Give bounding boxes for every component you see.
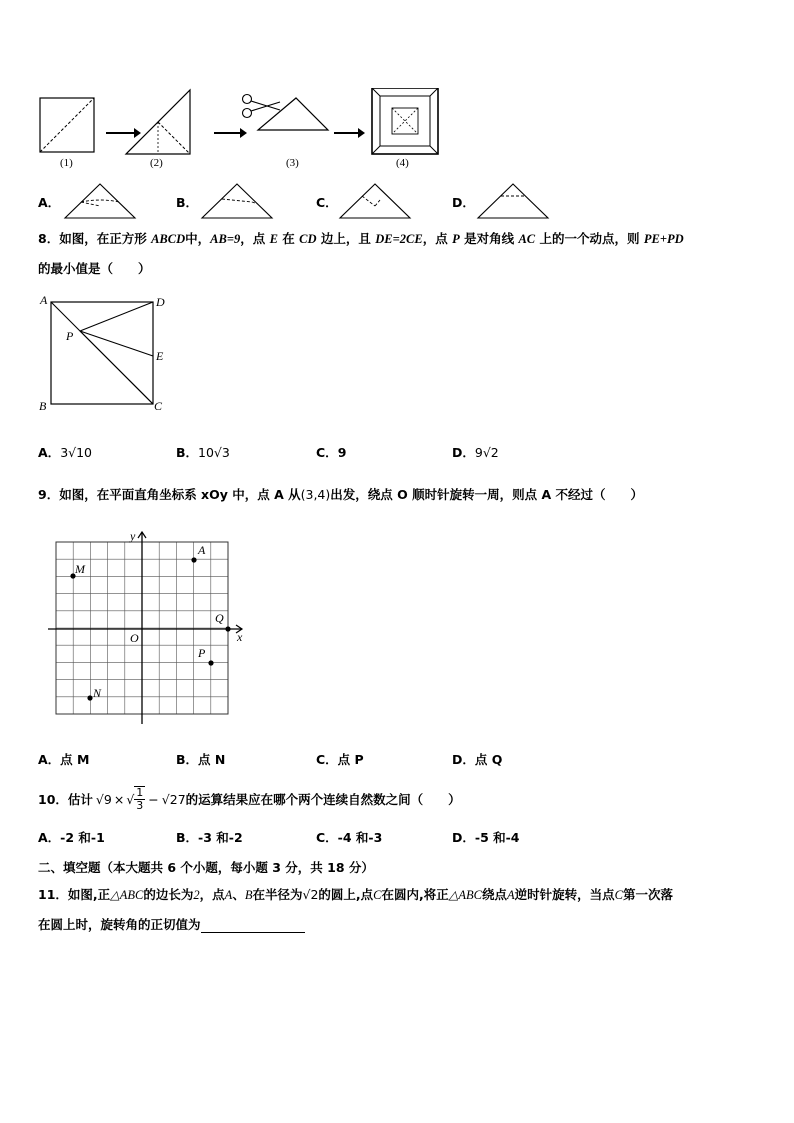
q9-coordinate-grid: [44, 526, 254, 726]
q11-text: 在圆内,将正: [381, 887, 449, 902]
q8-label-p: P: [66, 329, 74, 343]
q11-point-c2: C: [614, 888, 623, 902]
point-n-label: N: [93, 686, 102, 700]
q11-text: 逆时针旋转，当点: [514, 887, 615, 902]
q10-number: 10．: [38, 792, 68, 807]
q8-ac: AC: [518, 232, 536, 246]
q8-option-a-value: 3√10: [60, 445, 93, 460]
scissors-icon: [243, 95, 281, 118]
q8-stem-line2: 的最小值是（ ）: [38, 261, 151, 276]
q9-option-b: B．点 N: [176, 752, 226, 767]
step4-cut-3: [372, 146, 380, 154]
q11-tri2: △ABC: [448, 888, 482, 902]
q11-point-b: B: [244, 888, 253, 902]
arrowhead-1: [134, 128, 141, 138]
step4-outer: [372, 88, 438, 154]
q11-tri1: △ABC: [110, 888, 144, 902]
step4-inner: [380, 96, 430, 146]
step2-fold: [158, 122, 190, 154]
q10-option-c: C．-4 和-3: [316, 830, 383, 845]
point-a-label: A: [198, 543, 206, 557]
answer-blank[interactable]: [201, 920, 305, 933]
q11-text: ，点: [199, 887, 225, 902]
q7-option-c-label: C．: [316, 195, 338, 210]
q10-fraction: [134, 786, 145, 812]
q8-cd: CD: [299, 232, 317, 246]
q8-option-c-value: 9: [337, 445, 347, 460]
q7-option-b-label: B．: [176, 195, 199, 210]
q8-option-b: [176, 443, 230, 461]
step3-triangle: [258, 98, 328, 130]
q11-text: 如图,正: [67, 887, 111, 902]
q8-text: ，点: [240, 231, 266, 246]
step4-cut-4: [430, 146, 438, 154]
step4-cut-1: [372, 88, 380, 96]
q11-stem-line2: [38, 915, 305, 933]
q8-label-a: A: [40, 293, 48, 307]
q8-text: 在: [282, 231, 295, 246]
q11-text: 、: [232, 887, 245, 902]
q8-text: 边上，且: [320, 231, 371, 246]
q8-label-c: C: [154, 399, 163, 413]
q8-option-d-label: D．: [452, 445, 475, 460]
q9-option-d: D．点 Q: [452, 752, 503, 767]
q10-frac-num: 1: [136, 786, 144, 799]
q11-point-a: A: [224, 888, 233, 902]
q7-option-d-label: D．: [452, 195, 475, 210]
q8-option-b-label: B．: [176, 445, 199, 460]
q10-option-d: D．-5 和-4: [452, 830, 520, 845]
q8-p: P: [452, 232, 460, 246]
q10-stem: [38, 786, 461, 812]
q8-square-figure: [36, 292, 176, 418]
point-q-label: Q: [215, 611, 224, 625]
q10-minus: −: [148, 791, 159, 807]
q8-text: 中，: [185, 231, 211, 246]
q8-label-d: D: [156, 295, 165, 309]
q11-text: 绕点: [481, 887, 507, 902]
q8-pe-pd: PE+PD: [643, 232, 684, 246]
q7-option-d-figure: [476, 182, 552, 220]
q11-point-c: C: [373, 888, 382, 902]
q9-text: 出发，绕点 O 顺时针旋转一周，则点 A 不经过（ ）: [330, 487, 643, 502]
q11-point-a2: A: [507, 888, 515, 902]
q8-option-d-value: 9√2: [474, 445, 499, 460]
q7-option-c-figure: [338, 182, 414, 220]
q8-label-b: B: [39, 399, 47, 413]
arrowhead-2: [240, 128, 247, 138]
point-p-label: P: [198, 646, 206, 660]
q10-sqrt9: √9: [95, 791, 112, 807]
q7-option-a-label: A．: [38, 195, 61, 210]
q8-text: 上的一个动点，则: [539, 231, 640, 246]
q11-stem-line1: [38, 885, 673, 903]
point-q: [225, 626, 230, 631]
q10-option-a: A．-2 和-1: [38, 830, 105, 845]
q8-abcd: ABCD: [151, 232, 186, 246]
q8-option-a: [38, 443, 92, 461]
step1-diagonal: [40, 98, 94, 152]
q11-text: 的圆上,点: [318, 887, 374, 902]
axis-x-label: x: [237, 630, 243, 644]
q11-len: 2: [193, 888, 200, 902]
q8-de-eq: DE=2CE: [375, 232, 423, 246]
step4-label: (4): [396, 157, 409, 169]
q10-times: ×: [113, 791, 125, 807]
q8-option-c-label: C．: [316, 445, 338, 460]
q11-text: 第一次落: [623, 887, 674, 902]
q10-sqrt-sign: √: [126, 791, 135, 807]
q8-option-a-label: A．: [38, 445, 61, 460]
q9-option-c: C．点 P: [316, 752, 364, 767]
q10-sqrt27: √27: [161, 791, 186, 807]
folding-steps-figure: [36, 88, 446, 172]
q8-ab-eq: AB=9: [210, 232, 241, 246]
q11-text: 的边长为: [143, 887, 194, 902]
q11-text: 在半径为: [252, 887, 303, 902]
step1-label: (1): [60, 157, 73, 169]
q9-stem: [38, 485, 643, 503]
q8-stem-line1: [38, 229, 684, 247]
point-p: [208, 660, 213, 665]
q8-option-b-value: 10√3: [198, 445, 230, 460]
step3-label: (3): [286, 157, 299, 169]
axis-y-label: y: [130, 529, 136, 543]
q9-text: 如图，在平面直角坐标系 xOy 中，点 A 从: [59, 487, 301, 502]
q11-radius: √2: [302, 887, 319, 902]
step2-label: (2): [150, 157, 163, 169]
point-n: [87, 695, 92, 700]
q8-e: E: [269, 232, 278, 246]
q8-text: ，点: [422, 231, 448, 246]
step4-cut-2: [430, 88, 438, 96]
q8-option-d: [452, 443, 499, 461]
arrowhead-3: [358, 128, 365, 138]
q8-text: 如图，在正方形: [59, 231, 147, 246]
q9-option-a: A．点 M: [38, 752, 90, 767]
q8-option-c: [316, 443, 346, 461]
q7-option-a-figure: [63, 182, 139, 220]
q10-text: 的运算结果应在哪个两个连续自然数之间（ ）: [185, 792, 461, 807]
q7-option-b-figure: [200, 182, 276, 220]
q11-number: 11．: [38, 887, 68, 902]
section-fill-in-title: 二、填空题（本大题共 6 个小题，每小题 3 分，共 18 分）: [38, 860, 374, 875]
q8-text: 是对角线: [464, 231, 515, 246]
point-m-label: M: [75, 562, 85, 576]
q10-text: 估计: [67, 792, 93, 807]
origin-label: O: [130, 631, 139, 645]
q11-text: 在圆上时，旋转角的正切值为: [38, 917, 201, 932]
point-a: [191, 557, 196, 562]
q8-label-e: E: [156, 349, 164, 363]
q10-frac-den: 3: [136, 799, 144, 812]
q8-number: 8．: [38, 231, 60, 246]
q9-coord: (3,4): [300, 487, 331, 502]
q10-option-b: B．-3 和-2: [176, 830, 243, 845]
q9-number: 9．: [38, 487, 60, 502]
